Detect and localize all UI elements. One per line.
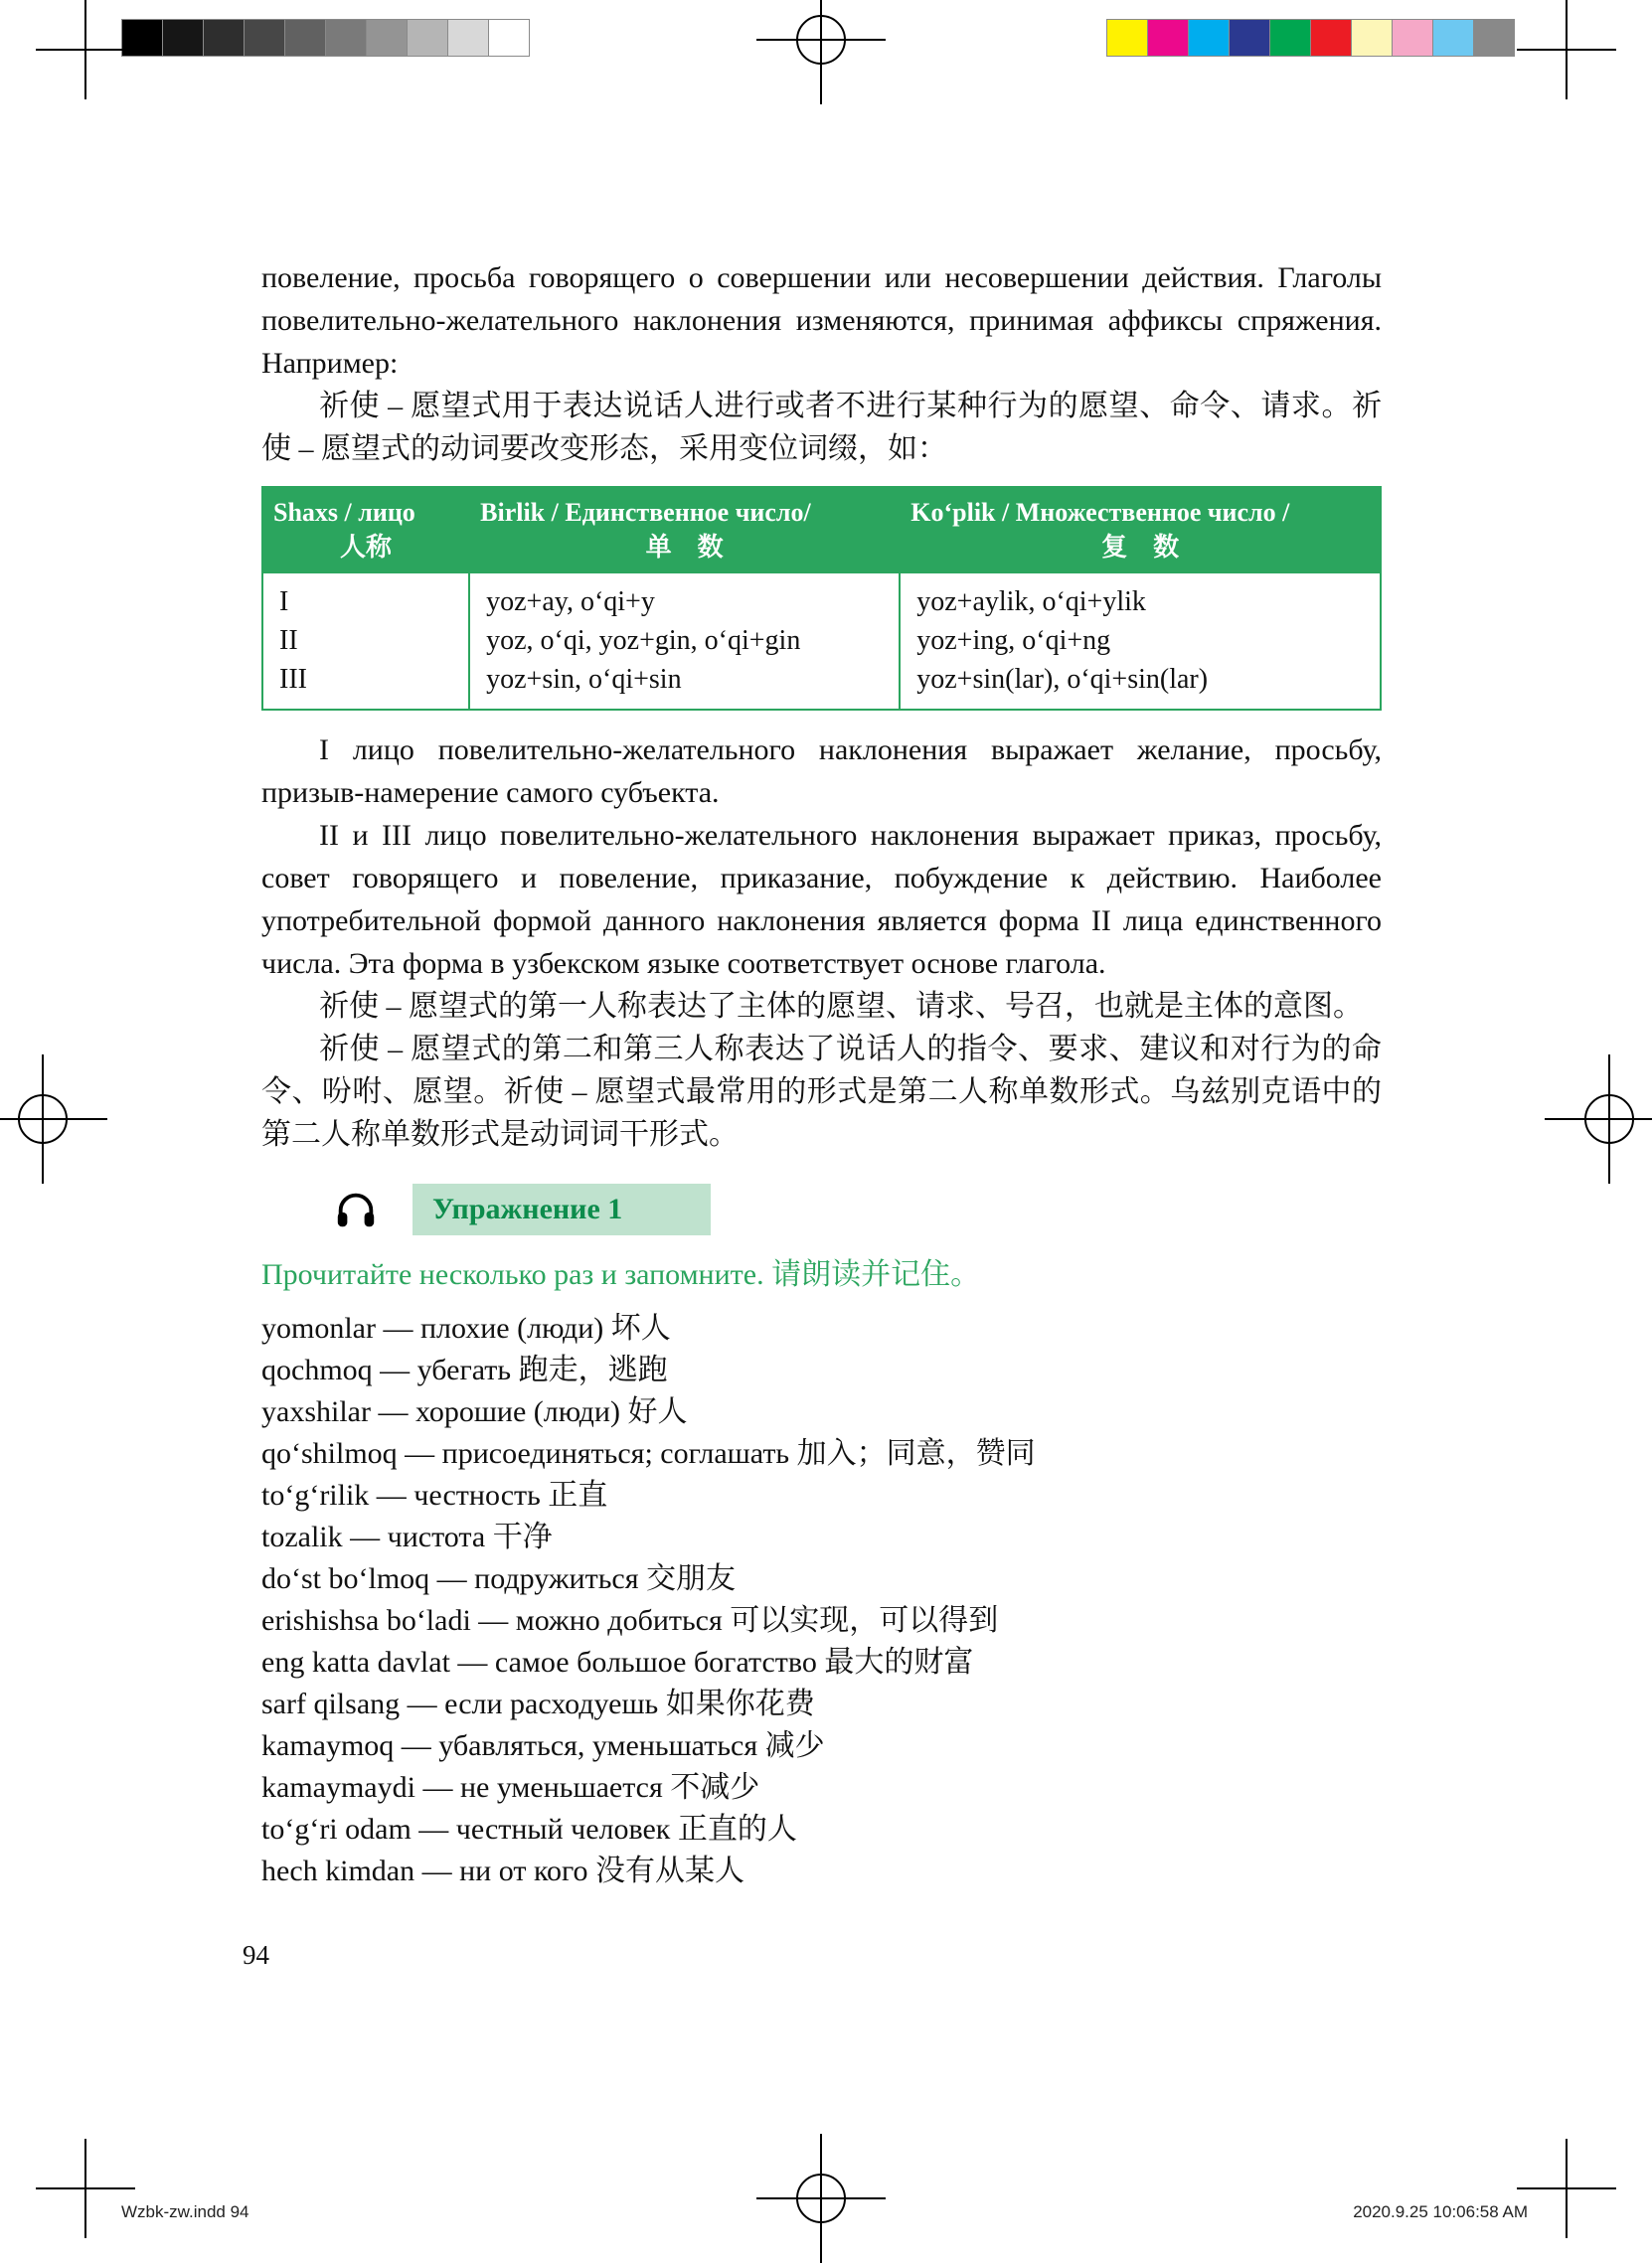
table-row: [262, 660, 1381, 710]
registration-mark-top: [756, 0, 886, 104]
paragraph-intro-russian: повеление, просьба говорящего о совершении или несовершении действия. Глаголы повелительно-желательного наклонения изменяются, принимая аффиксы спряжения. Например:: [261, 261, 1382, 380]
header-singular-latin: Birlik / Единственное число/: [480, 498, 811, 527]
vocab-entry: sarf qilsang — если расходуешь 如果你花费: [261, 1688, 815, 1720]
footer-filename: Wzbk-zw.indd 94: [121, 2202, 249, 2221]
crop-mark: [1566, 0, 1568, 99]
table-row: [262, 621, 1381, 660]
vocab-entry: to‘g‘rilik — честность 正直: [261, 1479, 608, 1512]
person-cell: II: [262, 621, 469, 660]
person-cell: III: [262, 660, 469, 710]
calibration-swatch: [488, 19, 530, 57]
paragraph-chinese-first-person: 祈使 – 愿望式的第一人称表达了主体的愿望、请求、号召，也就是主体的意图。: [319, 990, 1363, 1023]
calibration-swatch: [407, 19, 448, 57]
calibration-swatch: [325, 19, 367, 57]
paragraph-chinese-second-third-person: 祈使 – 愿望式的第二和第三人称表达了说话人的指令、要求、建议和对行为的命令、吩咐、愿望。祈使 – 愿望式最常用的形式是第二人称单数形式。乌兹别克语中的第二人称单数形式是动词词干形式。: [261, 1033, 1382, 1151]
person-cell: I: [262, 572, 469, 621]
vocab-entry: hech kimdan — ни от кого 没有从某人: [261, 1855, 745, 1887]
vocab-entry: to‘g‘ri odam — честный человек 正直的人: [261, 1813, 797, 1846]
vocabulary-list: [261, 1308, 1382, 1892]
calibration-swatch: [284, 19, 326, 57]
registration-mark-bottom: [756, 2134, 886, 2263]
exercise-heading: [261, 1184, 1382, 1235]
page-number: 94: [243, 1940, 269, 1970]
plural-cell: yoz+sin(lar), o‘qi+sin(lar): [900, 660, 1381, 710]
calibration-swatch: [447, 19, 489, 57]
vocab-entry: qochmoq — убегать 跑走，逃跑: [261, 1354, 668, 1386]
plural-cell: yoz+ing, o‘qi+ng: [900, 621, 1381, 660]
singular-cell: yoz, o‘qi, yoz+gin, o‘qi+gin: [469, 621, 900, 660]
calibration-swatch: [1351, 19, 1393, 57]
vocab-entry: yomonlar — плохие (люди) 坏人: [261, 1312, 671, 1345]
vocab-entry: yaxshilar — хорошие (люди) 好人: [261, 1395, 688, 1428]
vocab-entry: qo‘shilmoq — присоединяться; соглашать 加入；同意，赞同: [261, 1437, 1036, 1470]
header-plural-chinese: 复 数: [1101, 533, 1180, 562]
singular-cell: yoz+sin, o‘qi+sin: [469, 660, 900, 710]
vocab-entry: kamaymoq — убавляться, уменьшаться 减少: [261, 1729, 825, 1762]
vocab-entry: do‘st bo‘lmoq — подружиться 交朋友: [261, 1562, 737, 1595]
registration-mark-left: [0, 1054, 107, 1184]
table-header-row: [262, 487, 1381, 572]
calibration-swatch: [203, 19, 245, 57]
vocab-entry: eng katta davlat — самое большое богатство 最大的财富: [261, 1646, 974, 1679]
calibration-swatch: [1269, 19, 1311, 57]
paragraph-intro-chinese: 祈使 – 愿望式用于表达说话人进行或者不进行某种行为的愿望、命令、请求。祈使 – 愿望式的动词要改变形态，采用变位词缀，如：: [261, 390, 1382, 465]
table-header-singular: [469, 487, 900, 572]
table-row: [262, 572, 1381, 621]
grayscale-calibration-bar: [121, 19, 529, 57]
header-person-latin: Shaxs / лицо: [273, 498, 415, 527]
calibration-swatch: [244, 19, 285, 57]
header-singular-chinese: 单 数: [645, 533, 724, 562]
print-footer: [121, 2202, 1528, 2222]
header-plural-latin: Ko‘plik / Множественное число /: [910, 498, 1290, 527]
calibration-swatch: [1473, 19, 1515, 57]
plural-cell: yoz+aylik, o‘qi+ylik: [900, 572, 1381, 621]
calibration-swatch: [1229, 19, 1270, 57]
calibration-swatch: [162, 19, 204, 57]
calibration-swatch: [1106, 19, 1148, 57]
registration-mark-right: [1545, 1054, 1652, 1184]
paragraph-first-person: I лицо повелительно-желательного наклонения выражает желание, просьбу, призыв-намерение самого субъекта.: [261, 733, 1382, 809]
calibration-swatch: [1432, 19, 1474, 57]
calibration-swatch: [1392, 19, 1433, 57]
conjugation-table: [261, 486, 1382, 711]
footer-timestamp: 2020.9.25 10:06:58 AM: [1353, 2202, 1528, 2221]
exercise-label: Упражнение 1: [413, 1184, 711, 1235]
text-block: [261, 256, 1382, 1892]
calibration-swatch: [1188, 19, 1230, 57]
crop-mark: [84, 0, 86, 99]
vocab-entry: tozalik — чистота 干净: [261, 1521, 553, 1553]
headphones-icon: [333, 1187, 379, 1232]
calibration-swatch: [1310, 19, 1352, 57]
calibration-swatch: [1147, 19, 1189, 57]
crop-mark: [84, 2139, 86, 2238]
calibration-swatch: [121, 19, 163, 57]
table-header-person: [262, 487, 469, 572]
paragraph-second-third-person: II и III лицо повелительно-желательного наклонения выражает приказ, просьбу, совет говорящего и повеление, приказание, побуждение к действию. Наиболее употребительной формой данного наклонения является форма II лица единственного числа. Эта форма в узбекском языке соответствует основе глагола.: [261, 819, 1382, 980]
table-header-plural: [900, 487, 1381, 572]
color-calibration-bar: [1106, 19, 1514, 57]
crop-mark: [1566, 2139, 1568, 2238]
exercise-instruction: Прочитайте несколько раз и запомните. 请朗读并记住。: [261, 1258, 981, 1291]
singular-cell: yoz+ay, o‘qi+y: [469, 572, 900, 621]
vocab-entry: erishishsa bo‘ladi — можно добиться 可以实现，可以得到: [261, 1604, 999, 1637]
header-person-chinese: 人称: [340, 533, 393, 562]
calibration-swatch: [366, 19, 408, 57]
vocab-entry: kamaymaydi — не уменьшается 不减少: [261, 1771, 760, 1804]
